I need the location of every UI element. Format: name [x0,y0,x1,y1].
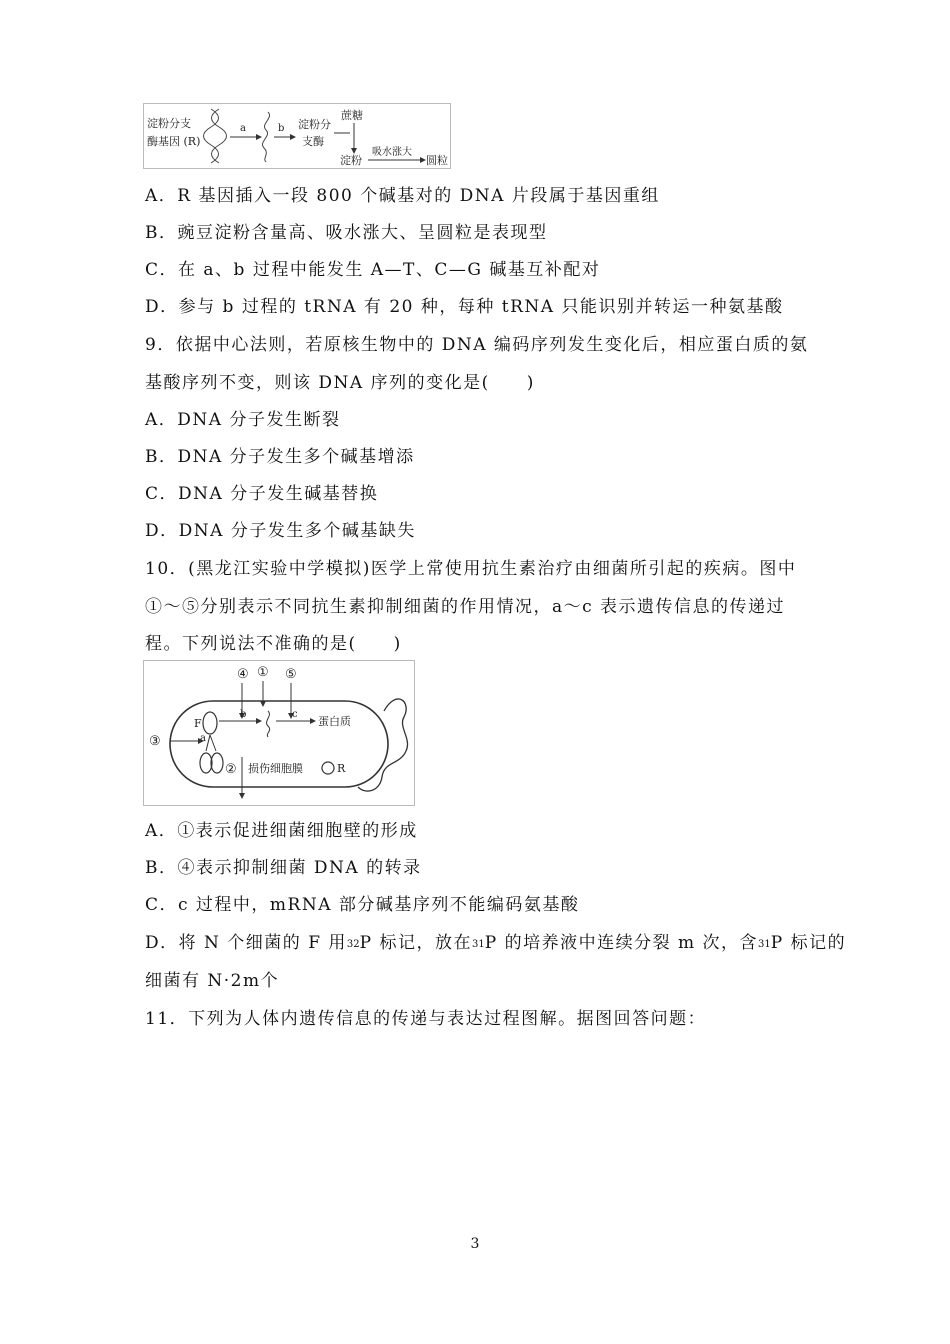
q9-option-b: B．DNA 分子发生多个碱基增添 [145,447,415,467]
swelling-label: 吸水涨大 [372,147,412,158]
q10-option-a: A．①表示促进细菌细胞壁的形成 [145,821,418,841]
q10-option-d-line2: 细菌有 N·2m个 [145,971,280,991]
label-4: ④ [237,667,249,682]
q10-option-d-part4: P 标记的 [770,933,847,953]
label-r: R [337,762,346,775]
label-membrane-damage: 损伤细胞膜 [248,762,303,775]
q10-option-d-part2: P 标记，放在 [359,933,472,953]
label-5: ⑤ [285,667,297,682]
q10-option-d-part3: P 的培养液中连续分裂 m 次，含 [484,933,759,953]
q9-stem-line1: 9．依据中心法则，若原核生物中的 DNA 编码序列发生变化后，相应蛋白质的氨 [145,335,809,355]
q10-option-c: C．c 过程中，mRNA 部分碱基序列不能编码氨基酸 [145,895,580,915]
plasmid-r-circle [322,762,334,774]
q9-option-d: D．DNA 分子发生多个碱基缺失 [145,521,416,541]
round-label: 圆粒 [426,154,448,167]
bacterium-figure [143,660,415,806]
q8-option-a: A．R 基因插入一段 800 个碱基对的 DNA 片段属于基因重组 [145,186,660,206]
daughter-dna-oval-left [200,753,212,773]
label-1: ① [257,665,269,680]
gene-label-line2: 酶基因 (R) [147,135,201,148]
daughter-dna-oval-right [211,753,223,773]
sucrose-label: 蔗糖 [341,109,363,122]
q9-option-c: C．DNA 分子发生碱基替换 [145,484,379,504]
label-c: c [292,709,298,720]
q10-option-d-line1 [145,928,846,953]
q10-option-b: B．④表示抑制细菌 DNA 的转录 [145,858,422,878]
mrna-icon [262,112,269,162]
isotope-31-subscript-2: 31 [758,939,771,950]
label-b: b [240,709,247,720]
enzyme-label-line1: 淀粉分 [298,118,331,131]
q10-stem-line1: 10．(黑龙江实验中学模拟)医学上常使用抗生素治疗由细菌所引起的疾病。图中 [145,559,797,579]
flagellum-icon [358,699,408,791]
label-f: F [194,717,202,730]
label-3: ③ [149,734,161,749]
enzyme-label-line2: 支酶 [302,135,324,148]
q10-stem-line3: 程。下列说法不准确的是( ) [145,634,402,654]
arrow-b-label: b [278,123,285,134]
gene-label-line1: 淀粉分支 [147,117,191,130]
dna-f-oval [203,712,217,734]
q8-option-b: B．豌豆淀粉含量高、吸水涨大、呈圆粒是表现型 [145,223,548,243]
dna-helix-icon [204,109,227,163]
page-number: 3 [470,1236,480,1252]
q9-stem-line2: 基酸序列不变，则该 DNA 序列的变化是( ) [145,373,535,393]
q11-stem: 11．下列为人体内遗传信息的传递与表达过程图解。据图回答问题： [145,1009,707,1029]
q10-option-d-part1: D．将 N 个细菌的 F 用 [145,933,347,953]
isotope-32-subscript: 32 [346,939,360,950]
starch-label: 淀粉 [340,154,362,167]
q8-option-c: C．在 a、b 过程中能发生 A—T、C—G 碱基互补配对 [145,260,601,280]
mrna-icon [267,711,270,737]
isotope-31-subscript: 31 [472,939,485,950]
q10-stem-line2: ①～⑤分别表示不同抗生素抑制细菌的作用情况，a～c 表示遗传信息的传递过 [145,597,786,617]
label-a: a [200,733,206,744]
label-protein: 蛋白质 [318,715,351,728]
q8-option-d: D．参与 b 过程的 tRNA 有 20 种，每种 tRNA 只能识别并转运一种氨基酸 [145,297,784,317]
label-2: ② [225,762,237,777]
q9-option-a: A．DNA 分子发生断裂 [145,410,341,430]
starch-pathway-figure [143,103,451,169]
arrow-a-label: a [240,123,246,134]
